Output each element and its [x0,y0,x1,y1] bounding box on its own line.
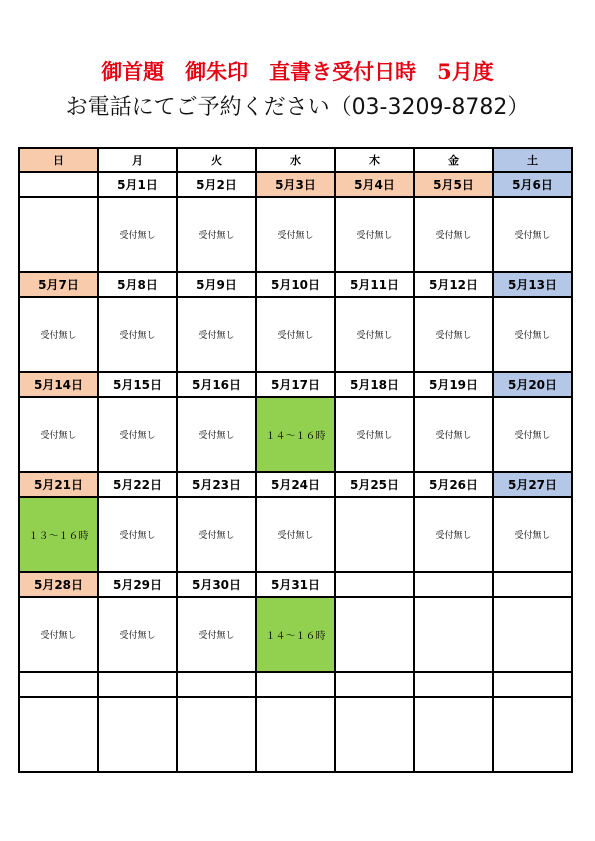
reception-slot: 受付無し [177,297,256,372]
slot-row [19,397,572,472]
reception-slot: 受付無し [256,497,335,572]
reception-slot: 受付無し [19,297,98,372]
reception-slot: 受付無し [177,497,256,572]
reception-slot [256,697,335,772]
date-cell [335,572,414,597]
reception-slot: 受付無し [493,397,572,472]
available-time-slot: １４～１６時 [256,597,335,672]
reception-slot: 受付無し [177,397,256,472]
reception-slot [19,697,98,772]
reception-slot [98,697,177,772]
reception-slot: 受付無し [98,597,177,672]
date-cell: 5月27日 [493,472,572,497]
weekday-header: 日 [19,148,98,172]
date-cell: 5月11日 [335,272,414,297]
reception-slot: 受付無し [414,197,493,272]
slot-row [19,197,572,272]
page-title: 御首題 御朱印 直書き受付日時 5月度 [101,59,494,84]
reception-slot [414,597,493,672]
reception-slot: 受付無し [493,297,572,372]
reception-slot: 受付無し [98,397,177,472]
date-cell: 5月10日 [256,272,335,297]
weekday-header: 月 [98,148,177,172]
date-cell [493,672,572,697]
weekday-header-row [19,148,572,172]
date-row [19,572,572,597]
reception-calendar [18,147,573,773]
date-cell: 5月31日 [256,572,335,597]
date-cell: 5月23日 [177,472,256,497]
reception-slot: 受付無し [19,597,98,672]
reception-slot [493,597,572,672]
reception-slot: 受付無し [493,497,572,572]
date-cell [98,672,177,697]
reception-slot [414,697,493,772]
reception-slot: 受付無し [335,197,414,272]
reception-slot: 受付無し [98,497,177,572]
date-cell [414,672,493,697]
reception-slot [335,697,414,772]
date-cell: 5月29日 [98,572,177,597]
reception-slot [493,697,572,772]
date-row [19,372,572,397]
slot-row [19,597,572,672]
date-cell: 5月22日 [98,472,177,497]
reception-slot: 受付無し [256,197,335,272]
reception-slot: 受付無し [256,297,335,372]
weekday-header: 木 [335,148,414,172]
date-cell: 5月5日 [414,172,493,197]
date-cell [335,672,414,697]
date-cell: 5月17日 [256,372,335,397]
reception-slot: 受付無し [493,197,572,272]
date-cell: 5月3日 [256,172,335,197]
date-cell [19,672,98,697]
date-row [19,172,572,197]
reception-slot: 受付無し [177,597,256,672]
date-cell: 5月15日 [98,372,177,397]
date-cell: 5月19日 [414,372,493,397]
weekday-header: 水 [256,148,335,172]
calendar-body [19,148,572,772]
reception-slot: 受付無し [335,397,414,472]
reception-slot [335,497,414,572]
date-cell: 5月8日 [98,272,177,297]
date-cell: 5月28日 [19,572,98,597]
weekday-header: 土 [493,148,572,172]
reception-slot [335,597,414,672]
date-cell: 5月14日 [19,372,98,397]
reception-slot: 受付無し [414,297,493,372]
reception-slot: 受付無し [335,297,414,372]
reception-slot [19,197,98,272]
slot-row [19,497,572,572]
reception-slot: 受付無し [177,197,256,272]
date-cell: 5月25日 [335,472,414,497]
reservation-phone-note: お電話にてご予約ください（03-3209-8782） [65,95,530,120]
date-cell: 5月18日 [335,372,414,397]
date-cell: 5月21日 [19,472,98,497]
date-cell: 5月12日 [414,272,493,297]
date-cell: 5月20日 [493,372,572,397]
date-cell: 5月26日 [414,472,493,497]
reception-slot: 受付無し [414,397,493,472]
date-cell: 5月2日 [177,172,256,197]
date-cell [256,672,335,697]
date-row [19,672,572,697]
weekday-header: 金 [414,148,493,172]
reception-slot: 受付無し [19,397,98,472]
reception-slot: 受付無し [414,497,493,572]
slot-row [19,297,572,372]
date-cell: 5月4日 [335,172,414,197]
date-cell [414,572,493,597]
available-time-slot: １４～１６時 [256,397,335,472]
date-cell: 5月30日 [177,572,256,597]
date-cell [19,172,98,197]
reception-slot: 受付無し [98,297,177,372]
slot-row [19,697,572,772]
weekday-header: 火 [177,148,256,172]
reception-slot [177,697,256,772]
date-row [19,472,572,497]
date-cell: 5月9日 [177,272,256,297]
date-cell: 5月16日 [177,372,256,397]
reception-slot: 受付無し [98,197,177,272]
available-time-slot: １３～１６時 [19,497,98,572]
date-cell [177,672,256,697]
date-cell: 5月1日 [98,172,177,197]
date-row [19,272,572,297]
date-cell: 5月6日 [493,172,572,197]
date-cell: 5月7日 [19,272,98,297]
date-cell: 5月13日 [493,272,572,297]
date-cell [493,572,572,597]
date-cell: 5月24日 [256,472,335,497]
